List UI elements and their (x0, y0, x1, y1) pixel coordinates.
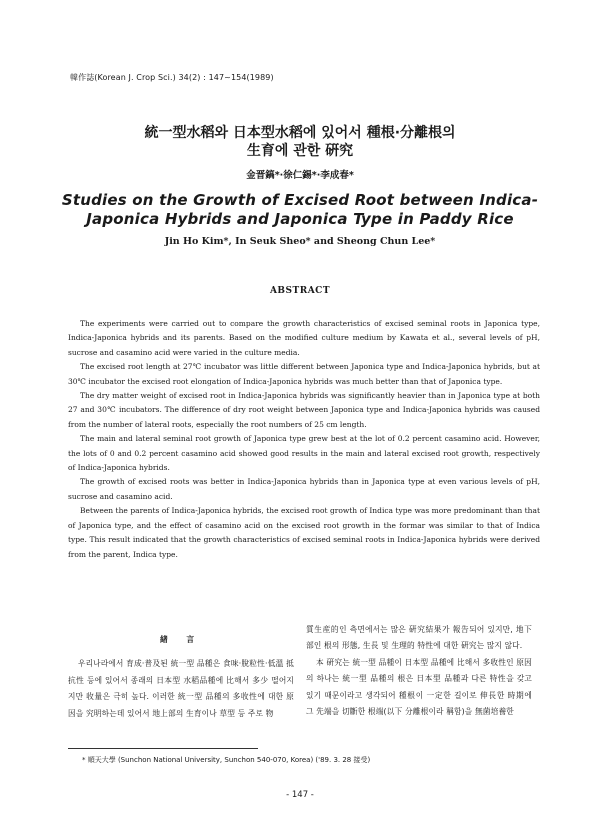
abstract-body (68, 317, 540, 562)
korean-title-line-1: 統一型水稻와 日本型水稻에 있어서 種根·分離根의 (144, 125, 456, 141)
right-column-paragraph: 質生産的인 측면에서는 많은 硏究結果가 報告되어 있지만, 地下部인 根의 形態, 生長 및 生理的 特性에 대한 硏究는 많지 않다. (306, 625, 532, 651)
page-number: - 147 - (286, 790, 314, 800)
journal-reference: 韓作誌(Korean J. Crop Sci.) 34(2) : 147~154(1989) (70, 73, 274, 82)
abstract-heading: ABSTRACT (269, 286, 331, 296)
abstract-paragraph: Between the parents of Indica-Japonica hybrids, the excised root growth of Indica type was more predominant than that of Japonica type, and the effect of casamino acid on the excised root growth in the formar was similar to that of Indica type. This result indicated that the growth characteristics of excised seminal roots in Indica-Japonica hybrids were derived from the parent, Indica type. (68, 506, 540, 559)
introduction-heading: 緖 言 (159, 635, 203, 644)
right-column (306, 622, 532, 720)
left-column-paragraph: 우리나라에서 育成·普及된 統一型 品種은 食味·脫粒性·低溫 抵抗性 등에 있어서 종래의 日本型 水稻品種에 比해서 多少 떨어지지만 收量은 극히 높다. 이러한 統一型 品種의 多收性에 대한 原因을 究明하는데 있어서 地上部의 生育이나 草型 등 주로 物 (68, 659, 294, 718)
korean-authors: 金晋鎬*·徐仁錫*·李成春* (246, 170, 354, 181)
left-column (68, 622, 294, 722)
korean-title-line-2: 生育에 관한 硏究 (246, 143, 354, 159)
english-title-line-2: Japonica Hybrids and Japonica Type in Paddy Rice (86, 210, 514, 228)
abstract-paragraph: The growth of excised roots was better in Indica-Japonica hybrids than in Japonica type at even various levels of pH, sucrose and casamino acid. (68, 477, 540, 501)
abstract-paragraph: The experiments were carried out to compare the growth characteristics of excised seminal roots in Japonica type, Indica-Japonica hybrids and its parents. Based on the modified culture medium by Kawata et al., several levels of pH, sucrose and casamino acid were varied in the culture media. (68, 319, 540, 357)
abstract-paragraph: The excised root length at 27℃ incubator was little different between Japonica type and Indica-Japonica hybrids, but at 30℃ incubator the excised root elongation of Indica-Japonica hybrids was much better than that of Japonica type. (68, 362, 540, 386)
affiliation-footnote: * 順天大學 (Sunchon National University, Sunchon 540-070, Korea) ('89. 3. 28 接受) (82, 756, 371, 764)
english-authors: Jin Ho Kim*, In Seuk Sheo* and Sheong Chun Lee* (164, 236, 436, 247)
abstract-paragraph: The main and lateral seminal root growth of Japonica type grew best at the lot of 0.2 percent casamino acid. However, the lots of 0 and 0.2 percent casamino acid showed good results in the main and lateral excised root growth, respectively of Indica-Japonica hybrids. (68, 434, 540, 473)
english-title-line-1: Studies on the Growth of Excised Root between Indica- (61, 191, 539, 209)
footnote-divider (68, 748, 258, 749)
right-column-paragraph: 本 硏究는 統一型 品種이 日本型 品種에 比해서 多收性인 原因의 하나는 統一型 品種의 根은 日本型 品種과 다른 特性을 갖고 있기 때문이라고 생각되어 種根이 一定한 길이로 伸長한 時期에 그 先端을 切斷한 根端(以下 分離根이라 稱함)을 無菌培養한 (306, 657, 532, 717)
abstract-paragraph: The dry matter weight of excised root in Indica-Japonica hybrids was significantly heavier than in Japonica type at both 27 and 30℃ incubators. The difference of dry root weight between Japonica type and Indica-Japonica hybrids was caused from the number of lateral roots, especially the root numbers of 25 cm length. (68, 391, 540, 429)
